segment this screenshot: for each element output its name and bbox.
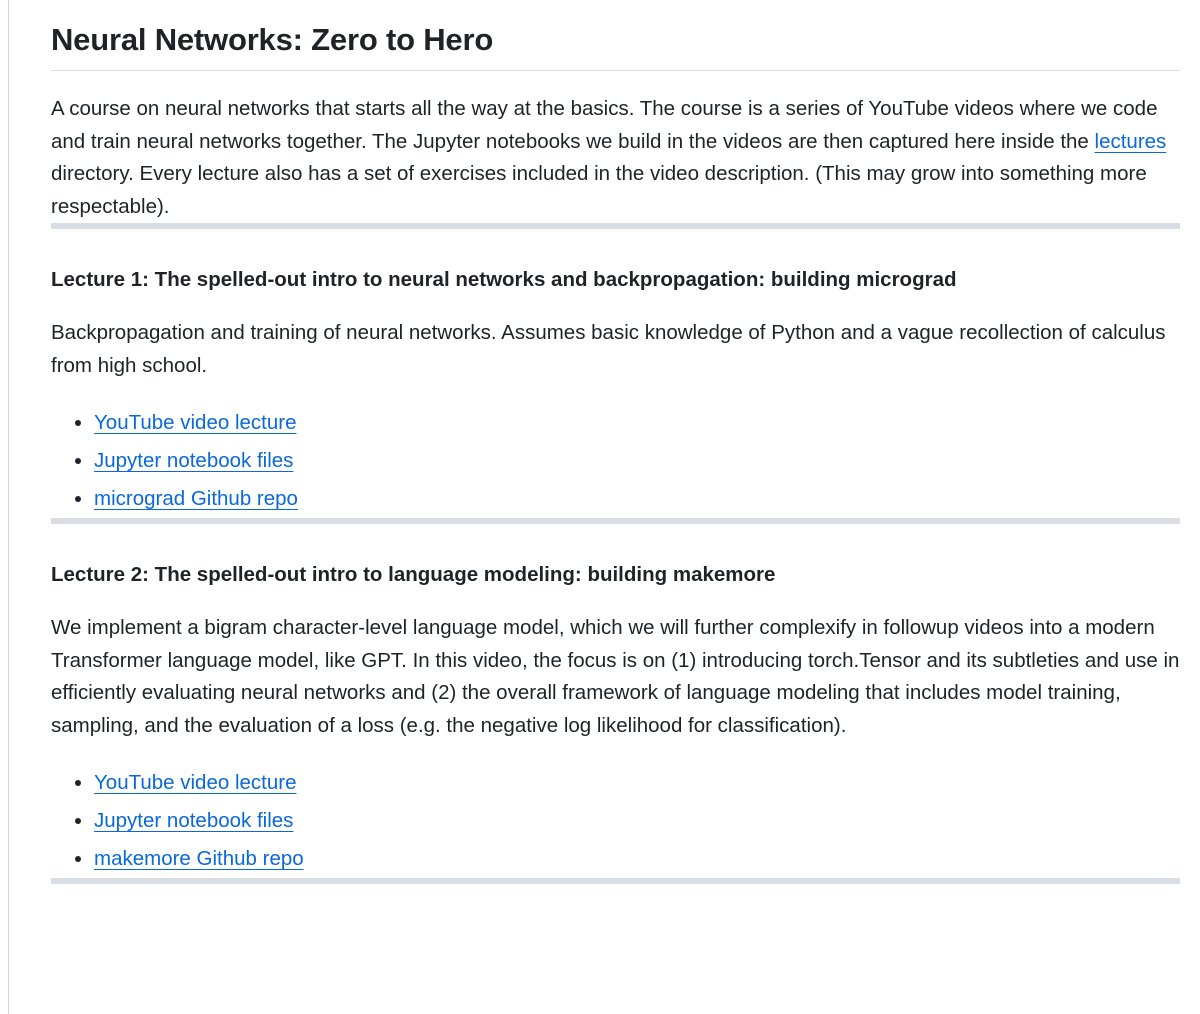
list-item	[94, 480, 1180, 518]
list-item	[94, 764, 1180, 802]
lecture-2-description: We implement a bigram character-level language model, which we will further complexify in followup videos into a modern Transformer language model, like GPT. In this video, the focus is on (1) introducing torch.Tensor and its subtleties and use in efficiently evaluating neural networks and (2) the overall framework of language modeling that includes model training, sampling, and the evaluation of a loss (e.g. the negative log likelihood for classification).	[51, 616, 1180, 737]
list-item	[94, 442, 1180, 480]
micrograd-repo-link[interactable]: micrograd Github repo	[94, 487, 298, 510]
lecture-2-title: Lecture 2: The spelled-out intro to language modeling: building makemore	[51, 563, 776, 586]
intro-text-end: directory. Every lecture also has a set of exercises included in the video description. (This may grow into something more respectable).	[51, 162, 1147, 218]
lecture-1-notebook-link[interactable]: Jupyter notebook files	[94, 449, 294, 472]
section-separator	[51, 878, 1180, 884]
lecture-2-youtube-link[interactable]: YouTube video lecture	[94, 771, 297, 794]
content-left-border	[8, 0, 9, 1014]
makemore-repo-link[interactable]: makemore Github repo	[94, 847, 304, 870]
readme-content	[51, 0, 1180, 884]
section-separator	[51, 223, 1180, 229]
lecture-2-links	[51, 764, 1180, 878]
lecture-1-title: Lecture 1: The spelled-out intro to neural networks and backpropagation: building micrograd	[51, 268, 957, 291]
lecture-1-section	[51, 267, 1180, 518]
list-item	[94, 840, 1180, 878]
lectures-directory-link[interactable]: lectures	[1094, 129, 1167, 153]
lecture-1-youtube-link[interactable]: YouTube video lecture	[94, 411, 297, 434]
readme-title: Neural Networks: Zero to Hero	[51, 0, 1180, 71]
lecture-2-notebook-link[interactable]: Jupyter notebook files	[94, 809, 294, 832]
list-item	[94, 802, 1180, 840]
lecture-1-description: Backpropagation and training of neural networks. Assumes basic knowledge of Python and a vague recollection of calculus from high school.	[51, 321, 1166, 377]
list-item	[94, 404, 1180, 442]
intro-text-start: A course on neural networks that starts all the way at the basics. The course is a series of YouTube videos where we code and train neural networks together. The Jupyter notebooks we build in the videos are then captured here inside the	[51, 97, 1158, 153]
lecture-1-links	[51, 404, 1180, 518]
lecture-2-section	[51, 562, 1180, 878]
intro-paragraph	[51, 93, 1180, 223]
section-separator	[51, 518, 1180, 524]
